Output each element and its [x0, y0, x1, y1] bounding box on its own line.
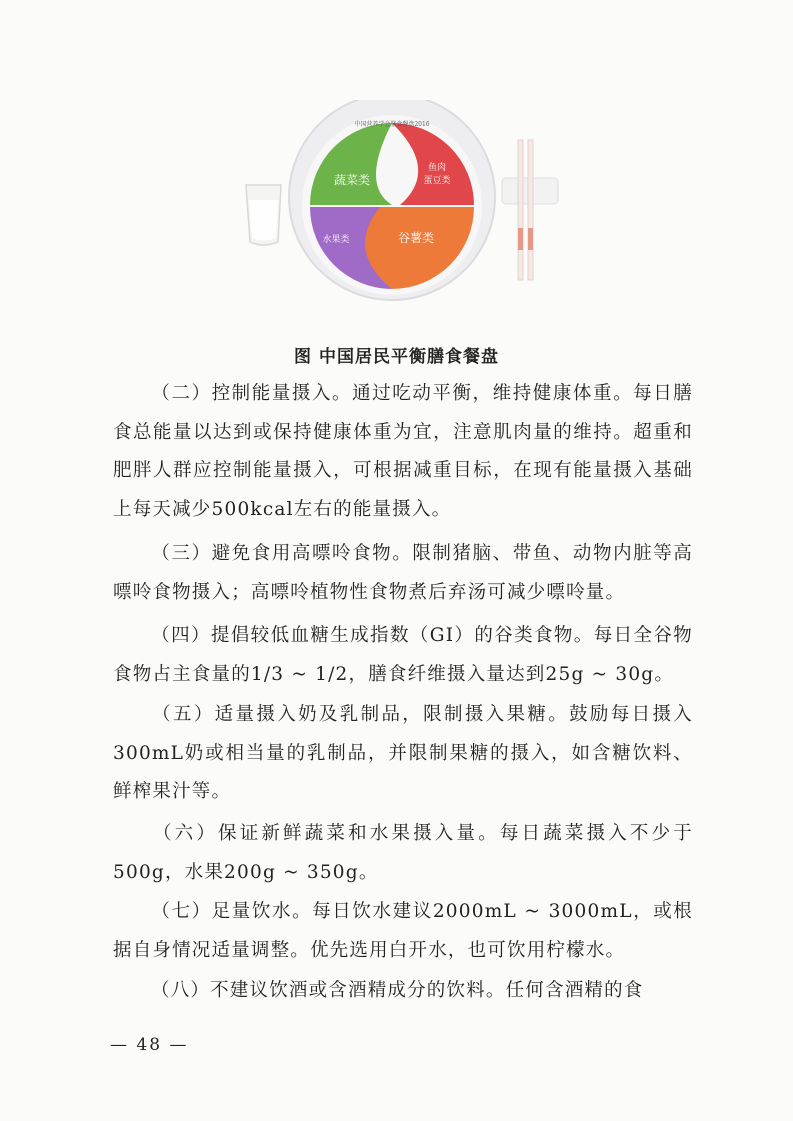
segment-label-fish-meat-line2: 蛋豆类 [423, 176, 451, 186]
page-number: — 48 — [110, 1035, 189, 1055]
paragraph-3: （三）避免食用高嘌呤食物。限制猪脑、带鱼、动物内脏等高嘌呤食物摄入；高嘌呤植物性食物煮后弃汤可减少嘌呤量。 [113, 543, 693, 603]
balanced-diet-plate-illustration [0, 100, 793, 310]
segment-label-grains: 谷薯类 [397, 231, 435, 245]
segment-label-vegetables: 蔬菜类 [333, 173, 371, 187]
paragraph-2: （二）控制能量摄入。通过吃动平衡，维持健康体重。每日膳食总能量以达到或保持健康体重为宜，注意肌肉量的维持。超重和肥胖人群应控制能量摄入，可根据减重目标，在现有能量摄入基础上每天减少500kcal左右的能量摄入。 [113, 383, 693, 520]
plate [289, 100, 495, 300]
paragraph-7: （七）足量饮水。每日饮水建议2000mL ~ 3000mL，或根据自身情况适量调整。优先选用白开水，也可饮用柠檬水。 [113, 901, 693, 961]
paragraph-6: （六）保证新鲜蔬菜和水果摄入量。每日蔬菜摄入不少于500g，水果200g ~ 350g。 [113, 823, 693, 883]
segment-label-fish-meat-line1: 鱼肉 [427, 163, 447, 173]
segment-label-fruit: 水果类 [322, 235, 350, 245]
milk-glass-icon [246, 185, 281, 245]
dietary-plate-figure [0, 100, 793, 310]
chopsticks-icon [502, 140, 558, 280]
paragraph-4: （四）提倡较低血糖生成指数（GI）的谷类食物。每日全谷物食物占主食量的1/3 ~ 1/2，膳食纤维摄入量达到25g ~ 30g。 [113, 625, 693, 685]
figure-caption: 图 中国居民平衡膳食餐盘 [294, 347, 499, 367]
plate-header-text: 中国营养学会膳食餐盘2016 [354, 121, 430, 128]
paragraph-5: （五）适量摄入奶及乳制品，限制摄入果糖。鼓励每日摄入300mL奶或相当量的乳制品，并限制果糖的摄入，如含糖饮料、鲜榨果汁等。 [113, 704, 693, 802]
paragraph-8: （八）不建议饮酒或含酒精成分的饮料。任何含酒精的食 [151, 980, 644, 1001]
